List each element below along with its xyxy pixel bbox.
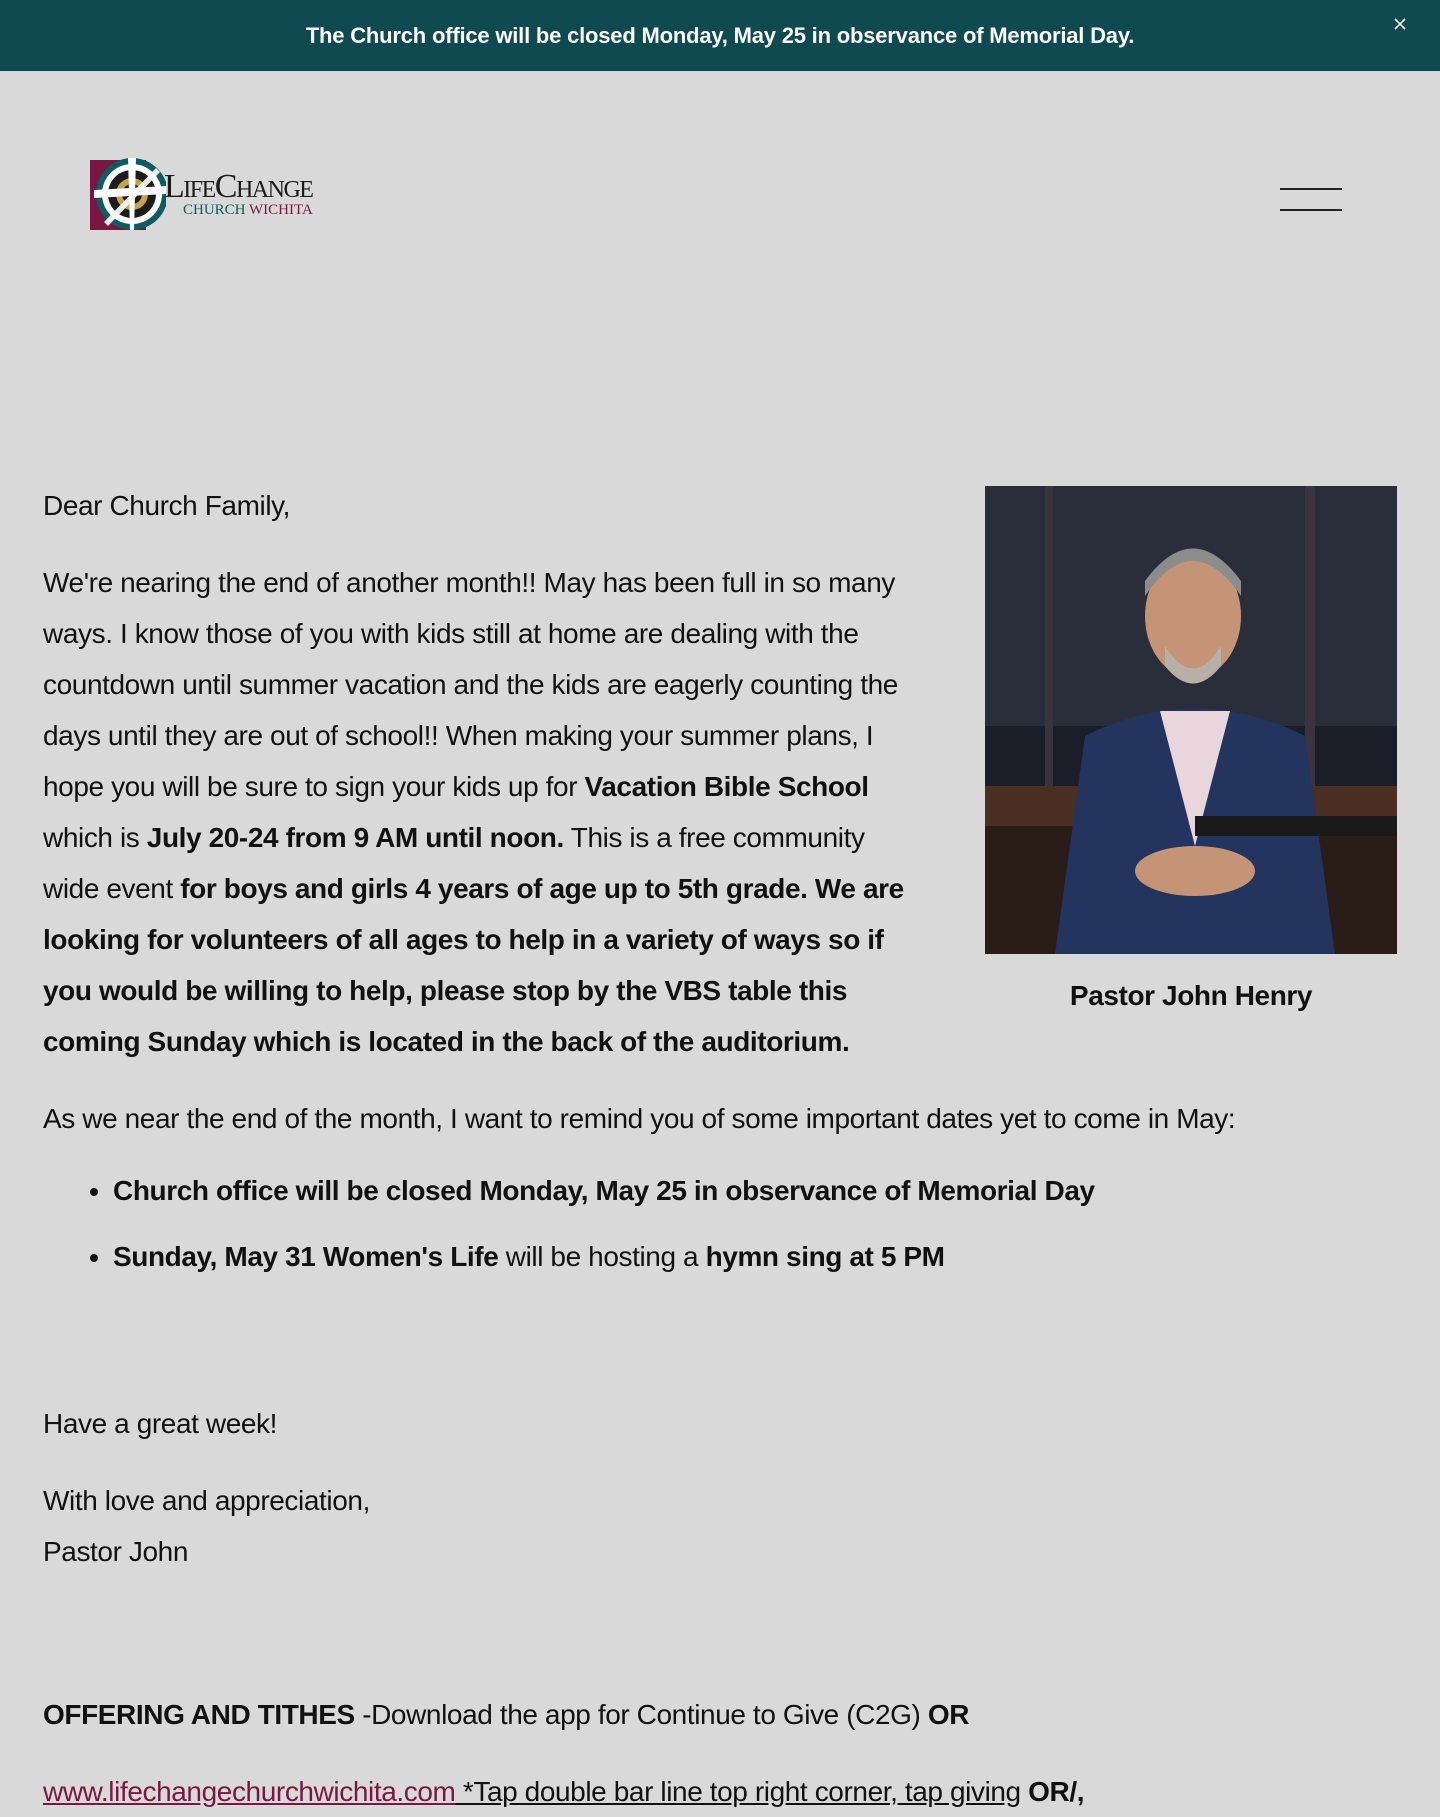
giving-instructions: *Tap double bar line top right corner, tap giving: [455, 1776, 1021, 1807]
close-icon[interactable]: [1390, 14, 1410, 34]
intro-text-3: This is a free community wide event: [43, 822, 865, 904]
logo-subtitle: [183, 203, 313, 218]
hamburger-menu-icon[interactable]: [1280, 183, 1344, 213]
website-link[interactable]: www.lifechangechurchwichita.com: [43, 1776, 456, 1807]
date-item-2-rest: will be hosting a: [498, 1241, 706, 1272]
cross-circle-logo-icon: [90, 156, 166, 236]
important-dates-list: [43, 1158, 1403, 1290]
date-item-2-bold2: hymn sing at 5 PM: [705, 1241, 945, 1272]
letter-signature: Pastor John: [43, 1536, 189, 1567]
intro-text-2: which is: [43, 822, 147, 853]
letter-greeting: Dear Church Family,: [43, 490, 291, 521]
vbs-volunteers: for boys and girls 4 years of age up to 5th grade. We are looking for volunteers of all ages to help in a variety of ways so if you would be willing to help, please stop by the VBS table this coming Sunday which is located in the back of the auditorium.: [43, 873, 904, 1057]
list-item: [113, 1158, 1403, 1224]
announcement-text: The Church office will be closed Monday, May 25 in observance of Memorial Day.: [305, 22, 1135, 48]
logo-subtitle-church: CHURCH: [183, 202, 246, 218]
pastor-caption: Pastor John Henry: [1069, 980, 1313, 1011]
logo-wordmark: LifeChange: [164, 168, 313, 205]
date-item-2-bold: Sunday, May 31 Women's Life: [113, 1241, 499, 1272]
letter-intro: [43, 557, 923, 1067]
site-logo[interactable]: [90, 156, 350, 236]
intro-text-1: We're nearing the end of another month!! May has been full in so many ways. I know those of you with kids still at home are dealing with the countdown until summer vacation and the kids are eagerly counting the days until they are out of school!! When making your summer plans, I hope you will be sure to sign your kids up for: [43, 567, 898, 802]
giving-or: OR/,: [1020, 1776, 1085, 1807]
letter-closing: With love and appreciation,: [43, 1485, 370, 1516]
offering-line: [43, 1689, 1403, 1740]
vbs-dates: July 20-24 from 9 AM until noon.: [146, 822, 564, 853]
giving-line: [43, 1766, 1403, 1817]
offering-text: -Download the app for Continue to Give (C2G): [354, 1699, 928, 1730]
offering-heading: OFFERING AND TITHES: [43, 1699, 355, 1730]
letter-signoff: Have a great week!: [43, 1408, 278, 1439]
menu-bar-top: [1280, 188, 1342, 190]
logo-subtitle-wichita: WICHITA: [249, 202, 313, 218]
letter-content: [43, 480, 1403, 1817]
site-header: [0, 71, 1440, 321]
menu-bar-bottom: [1280, 209, 1342, 211]
announcement-bar: [0, 0, 1440, 71]
vbs-label: Vacation Bible School: [584, 771, 869, 802]
list-item: [113, 1224, 1403, 1290]
dates-reminder: As we near the end of the month, I want to remind you of some important dates yet to come in May:: [43, 1103, 1236, 1134]
offering-or: OR: [927, 1699, 970, 1730]
date-item-1-bold: Church office will be closed Monday, May 25 in observance of Memorial Day: [113, 1175, 1095, 1206]
